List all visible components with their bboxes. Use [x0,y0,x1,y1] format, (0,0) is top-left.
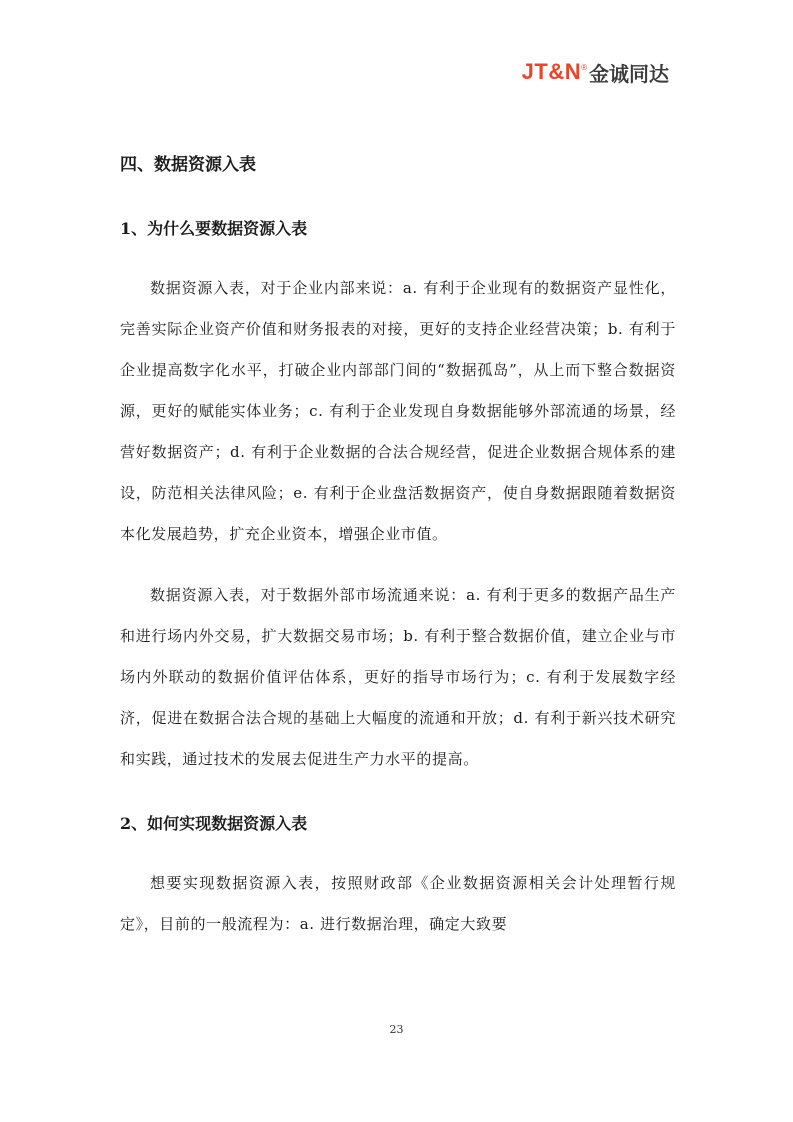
paragraph-internal-benefits: 数据资源入表，对于企业内部来说：a. 有利于企业现有的数据资产显性化，完善实际企业资产价值和财务报表的对接，更好的支持企业经营决策；b. 有利于企业提高数字化水平，打破企业内部部门间的“数据孤岛”，从上而下整合数据资源，更好的赋能实体业务；c. 有利于企业发现自身数据能够外部流通的场景，经营好数据资产；d. 有利于企业数据的合法合规经营，促进企业数据合规体系的建设，防范相关法律风险；e. 有利于企业盘活数据资产，使自身数据跟随着数据资本化发展趋势，扩充企业资本，增强企业市值。 [120,279,676,543]
section-title: 四、数据资源入表 [120,155,256,175]
company-logo [522,58,669,86]
logo-company-name: 金诚同达 [589,61,669,86]
subsection-heading-how: 2、如何实现数据资源入表 [120,814,308,833]
document-body [120,145,676,945]
page-number: 23 [389,1023,404,1036]
subsection-heading-why: 1、为什么要数据资源入表 [120,219,308,238]
paragraph-market-benefits: 数据资源入表，对于数据外部市场流通来说：a. 有利于更多的数据产品生产和进行场内外交易，扩大数据交易市场；b. 有利于整合数据价值，建立企业与市场内外联动的数据价值评估体系，更好的指导市场行为；c. 有利于发展数字经济，促进在数据合法合规的基础上大幅度的流通和开放；d. 有利于新兴技术研究和实践，通过技术的发展去促进生产力水平的提高。 [120,586,676,768]
paragraph-process: 想要实现数据资源入表，按照财政部《企业数据资源相关会计处理暂行规定》，目前的一般流程为：a. 进行数据治理，确定大致要 [120,874,676,933]
logo-registered-mark: ® [581,62,587,72]
logo-mark: JT&N [521,59,582,84]
